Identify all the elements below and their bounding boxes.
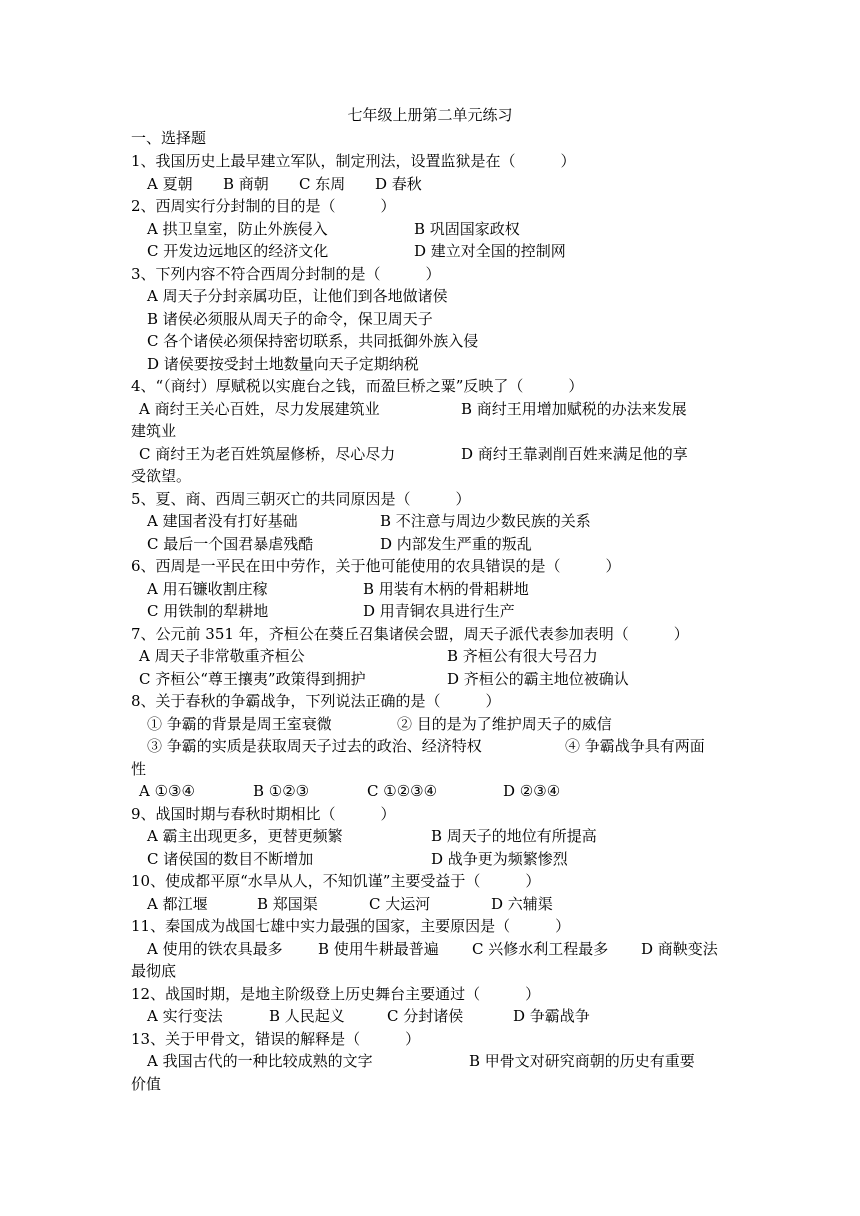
answer-option: C 用铁制的犁耕地 bbox=[147, 602, 269, 620]
answer-option: D 建立对全国的控制网 bbox=[414, 242, 566, 260]
option-continuation: 最彻底 bbox=[131, 962, 177, 980]
answer-option: A 用石镰收割庄稼 bbox=[147, 579, 268, 598]
option-continuation: 受欲望。 bbox=[131, 467, 192, 485]
answer-option: B 商纣王用增加赋税的办法来发展 bbox=[461, 399, 687, 418]
question-stem: 11、秦国成为战国七雄中实力最强的国家，主要原因是（ ） bbox=[131, 917, 571, 935]
question-item bbox=[131, 263, 734, 376]
option-row bbox=[131, 398, 734, 421]
answer-option: A 使用的铁农具最多 bbox=[147, 939, 283, 958]
question-stem: 6、西周是一平民在田中劳作，关于他可能使用的农具错误的是（ ） bbox=[131, 557, 621, 575]
answer-option: B 周天子的地位有所提高 bbox=[431, 827, 597, 845]
answer-option: A 商纣王关心百姓，尽力发展建筑业 bbox=[139, 399, 380, 418]
option-row bbox=[131, 218, 734, 241]
option-row bbox=[131, 735, 734, 758]
answer-option: B 甲骨文对研究商朝的历史有重要 bbox=[469, 1052, 695, 1070]
option-row bbox=[131, 1050, 734, 1073]
option-row bbox=[131, 1005, 734, 1028]
question-item bbox=[131, 488, 734, 556]
question-stem: 13、关于甲骨文，错误的解释是（ ） bbox=[131, 1029, 421, 1048]
answer-option: B 诸侯必须服从周天子的命令，保卫周天子 bbox=[147, 309, 433, 328]
answer-option: ② 目的是为了维护周天子的威信 bbox=[397, 714, 612, 733]
option-row bbox=[131, 443, 734, 466]
answer-option: B 郑国渠 bbox=[257, 894, 318, 913]
answer-option: B 商朝 bbox=[223, 174, 269, 193]
answer-option: D 六辅渠 bbox=[491, 894, 553, 913]
answer-option: A 霸主出现更多，更替更频繁 bbox=[147, 827, 343, 845]
answer-option: B 巩固国家政权 bbox=[414, 219, 520, 238]
answer-option: C 诸侯国的数目不断增加 bbox=[147, 849, 314, 868]
answer-option: B ①②③ bbox=[253, 782, 310, 800]
question-stem: 9、战国时期与春秋时期相比（ ） bbox=[131, 804, 396, 823]
question-item bbox=[131, 1028, 734, 1096]
answer-option: ① 争霸的背景是周王室衰微 bbox=[147, 714, 332, 733]
option-row bbox=[131, 848, 734, 871]
answer-option: A 周天子非常敬重齐桓公 bbox=[139, 647, 305, 665]
option-continuation: 价值 bbox=[131, 1074, 162, 1093]
answer-option: D 春秋 bbox=[375, 174, 422, 193]
answer-option: ④ 争霸战争具有两面 bbox=[565, 737, 705, 755]
question-item bbox=[131, 690, 734, 803]
question-stem: 4、“（商纣）厚赋税以实鹿台之钱，而盈巨桥之粟”反映了（ ） bbox=[131, 377, 584, 395]
option-row bbox=[131, 578, 734, 601]
option-row bbox=[131, 510, 734, 533]
answer-option: C 商纣王为老百姓筑屋修桥，尽心尽力 bbox=[139, 444, 396, 463]
question-stem: 2、西周实行分封制的目的是（ ） bbox=[131, 197, 396, 215]
option-row bbox=[131, 713, 734, 736]
answer-option: D 诸侯要按受封土地数量向天子定期纳税 bbox=[147, 354, 419, 373]
answer-option: A 实行变法 bbox=[147, 1007, 223, 1025]
answer-option: D ②③④ bbox=[503, 782, 561, 800]
answer-option: D 商纣王靠剥削百姓来满足他的享 bbox=[461, 444, 688, 463]
option-row bbox=[131, 825, 734, 848]
option-row bbox=[131, 330, 734, 353]
answer-option: C 开发边远地区的经济文化 bbox=[147, 242, 329, 260]
option-row bbox=[131, 938, 734, 961]
answer-option: ③ 争霸的实质是获取周天子过去的政治、经济特权 bbox=[147, 737, 482, 755]
question-item bbox=[131, 803, 734, 871]
answer-option: D 争霸战争 bbox=[513, 1007, 590, 1025]
answer-option: B 不注意与周边少数民族的关系 bbox=[380, 512, 591, 530]
answer-option: D 用青铜农具进行生产 bbox=[363, 602, 515, 620]
option-row bbox=[131, 780, 734, 803]
answer-option: D 齐桓公的霸主地位被确认 bbox=[447, 669, 629, 688]
answer-option: C 大运河 bbox=[369, 894, 431, 913]
answer-option: B 使用牛耕最普遍 bbox=[318, 939, 439, 958]
question-stem: 3、下列内容不符合西周分封制的是（ ） bbox=[131, 264, 441, 283]
answer-option: D 战争更为频繁惨烈 bbox=[431, 849, 568, 868]
answer-option: C 东周 bbox=[299, 174, 346, 193]
option-row bbox=[131, 173, 734, 196]
question-stem: 7、公元前 351 年，齐桓公在葵丘召集诸侯会盟，周天子派代表参加表明（ ） bbox=[131, 624, 689, 643]
answer-option: C 分封诸侯 bbox=[387, 1007, 464, 1025]
question-item bbox=[131, 983, 734, 1028]
answer-option: C 最后一个国君暴虐残酷 bbox=[147, 534, 314, 553]
answer-option: B 齐桓公有很大号召力 bbox=[447, 647, 598, 665]
answer-option: C ①②③④ bbox=[367, 782, 438, 800]
answer-option: A 都江堰 bbox=[147, 894, 208, 913]
question-stem: 10、使成都平原“水旱从人，不知饥谨”主要受益于（ ） bbox=[131, 872, 541, 890]
document-title: 七年级上册第二单元练习 bbox=[347, 106, 513, 124]
question-item bbox=[131, 555, 734, 623]
answer-option: A ①③④ bbox=[139, 782, 195, 800]
answer-option: C 各个诸侯必须保持密切联系，共同抵御外族入侵 bbox=[147, 332, 479, 350]
option-row bbox=[131, 240, 734, 263]
option-continuation: 性 bbox=[131, 759, 147, 778]
option-row bbox=[131, 308, 734, 331]
question-item bbox=[131, 915, 734, 983]
answer-option: D 商鞅变法 bbox=[641, 939, 718, 958]
section-heading: 一、选择题 bbox=[131, 129, 207, 147]
option-row bbox=[131, 645, 734, 668]
option-row bbox=[131, 668, 734, 691]
question-item bbox=[131, 195, 734, 263]
answer-option: A 建国者没有打好基础 bbox=[147, 512, 298, 530]
answer-option: A 周天子分封亲属功臣，让他们到各地做诸侯 bbox=[147, 287, 448, 305]
question-item bbox=[131, 150, 734, 195]
answer-option: D 内部发生严重的叛乱 bbox=[380, 534, 532, 553]
question-stem: 5、夏、商、西周三朝灭亡的共同原因是（ ） bbox=[131, 489, 471, 508]
answer-option: A 夏朝 bbox=[147, 174, 193, 193]
answer-option: B 用装有木柄的骨耜耕地 bbox=[363, 579, 529, 598]
answer-option: A 拱卫皇室，防止外族侵入 bbox=[147, 219, 328, 238]
question-item bbox=[131, 375, 734, 488]
option-row bbox=[131, 893, 734, 916]
question-stem: 1、我国历史上最早建立军队，制定刑法，设置监狱是在（ ） bbox=[131, 152, 576, 170]
answer-option: C 齐桓公“尊王攘夷”政策得到拥护 bbox=[139, 669, 366, 688]
option-continuation: 建筑业 bbox=[131, 422, 177, 440]
option-row bbox=[131, 533, 734, 556]
answer-option: C 兴修水利工程最多 bbox=[472, 939, 609, 958]
question-stem: 8、关于春秋的争霸战争，下列说法正确的是（ ） bbox=[131, 692, 501, 710]
answer-option: A 我国古代的一种比较成熟的文字 bbox=[147, 1052, 373, 1070]
question-stem: 12、战国时期，是地主阶级登上历史舞台主要通过（ ） bbox=[131, 984, 541, 1003]
option-row bbox=[131, 600, 734, 623]
answer-option: B 人民起义 bbox=[269, 1007, 345, 1025]
question-list bbox=[131, 150, 734, 1095]
option-row bbox=[131, 353, 734, 376]
question-item bbox=[131, 870, 734, 915]
question-item bbox=[131, 623, 734, 691]
option-row bbox=[131, 285, 734, 308]
